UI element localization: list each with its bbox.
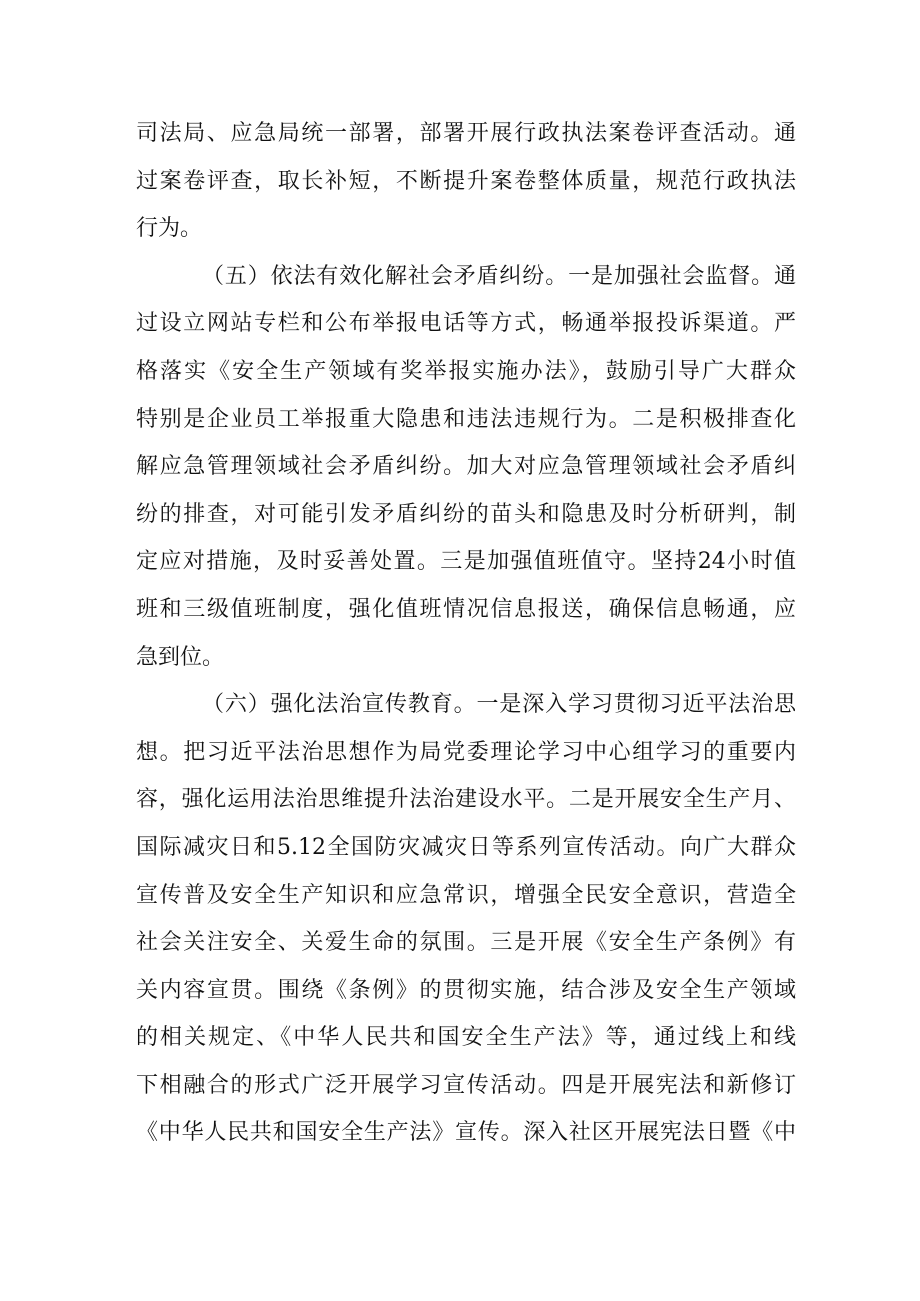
text-line: 过案卷评查，取长补短，不断提升案卷整体质量，规范行政执法 [136,168,796,194]
text-line: 班和三级值班制度，强化值班情况信息报送，确保信息畅通，应 [136,596,796,622]
text-line: 宣传普及安全生产知识和应急常识，增强全民安全意识，营造全 [136,882,796,908]
section-heading-line: （六）强化法治宣传教育。一是深入学习贯彻习近平法治思 [202,692,796,718]
text-line: 过设立网站专栏和公布举报电话等方式，畅通举报投诉渠道。严 [136,311,796,337]
text-line: 纷的排查，对可能引发矛盾纠纷的苗头和隐患及时分析研判，制 [136,501,796,527]
text-line: 急到位。 [136,644,225,670]
text-line: 格落实《安全生产领域有奖举报实施办法》，鼓励引导广大群众 [136,358,796,384]
paragraph-section-5 [136,253,796,681]
document-body [136,110,796,1157]
text-line: 特别是企业员工举报重大隐患和违法违规行为。二是积极排查化 [136,406,796,432]
text-line: 容，强化运用法治思维提升法治建设水平。二是开展安全生产月、 [136,787,796,813]
text-line: 定应对措施，及时妥善处置。三是加强值班值守。坚持24小时值 [136,549,796,575]
text-line: 《中华人民共和国安全生产法》宣传。深入社区开展宪法日暨《中 [136,1120,796,1146]
text-line: 司法局、应急局统一部署，部署开展行政执法案卷评查活动。通 [136,121,796,146]
paragraph-section-6 [136,681,796,1157]
section-heading-line: （五）依法有效化解社会矛盾纠纷。一是加强社会监督。通 [202,263,796,289]
text-line: 解应急管理领域社会矛盾纠纷。加大对应急管理领域社会矛盾纠 [136,454,796,480]
text-line: 国际减灾日和5.12全国防灾减灾日等系列宣传活动。向广大群众 [136,834,796,860]
text-line: 的相关规定、《中华人民共和国安全生产法》等，通过线上和线 [136,1025,796,1051]
text-line: 关内容宣贯。围绕《条例》的贯彻实施，结合涉及安全生产领域 [136,977,796,1003]
text-line: 行为。 [136,216,203,242]
text-line: 下相融合的形式广泛开展学习宣传活动。四是开展宪法和新修订 [136,1072,796,1098]
text-line: 社会关注安全、关爱生命的氛围。三是开展《安全生产条例》有 [136,930,796,956]
text-line: 想。把习近平法治思想作为局党委理论学习中心组学习的重要内 [136,739,796,765]
paragraph-continued [136,110,796,253]
